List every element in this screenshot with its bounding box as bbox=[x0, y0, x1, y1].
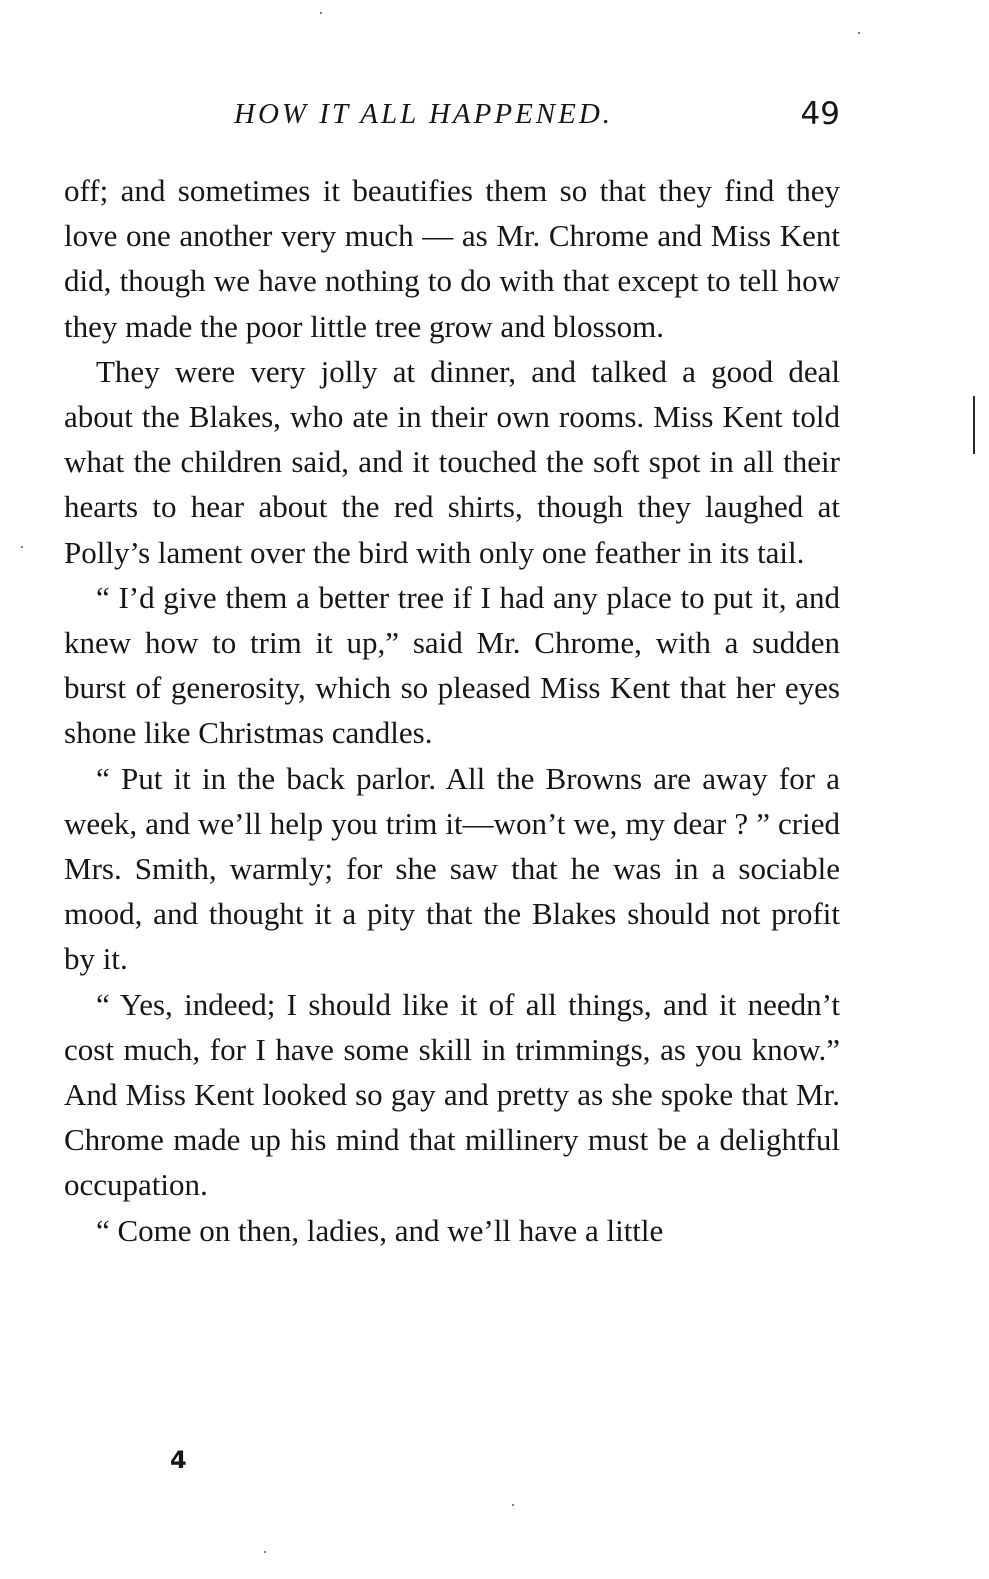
scan-speck bbox=[320, 12, 322, 14]
paragraph: “ I’d give them a better tree if I had any place to put it, and knew how to trim it up,” said Mr. Chrome, with a sudden burst of generosity, which so pleased Miss Kent that her eyes shone like Christmas candles. bbox=[64, 579, 840, 751]
paragraph: “ Come on then, ladies, and we’ll have a little bbox=[96, 1212, 664, 1248]
scan-speck bbox=[264, 1551, 266, 1553]
running-head bbox=[64, 92, 840, 136]
paragraph: They were very jolly at dinner, and talked a good deal about the Blakes, who ate in their own rooms. Miss Kent told what the children said, and it touched the soft spot in all their hearts to hear about the red shirts, though they laughed at Polly’s lament over the bird with only one feather in its tail. bbox=[64, 353, 840, 570]
signature-mark: 4 bbox=[170, 1446, 187, 1474]
running-title: HOW IT ALL HAPPENED. bbox=[234, 98, 614, 130]
scan-speck bbox=[512, 1504, 514, 1506]
scan-speck bbox=[858, 32, 860, 34]
margin-rule bbox=[973, 396, 975, 454]
paragraph-continued: off; and sometimes it beautifies them so that they find they love one another very much — as Mr. Chrome and Miss Kent did, though we have nothing to do with that except to tell how they made the poor little tree grow and blossom. bbox=[64, 173, 840, 344]
page-number: 49 bbox=[800, 96, 840, 132]
scan-speck bbox=[21, 546, 23, 548]
body-text bbox=[64, 168, 840, 1253]
paragraph: “ Put it in the back parlor. All the Browns are away for a week, and we’ll help you trim it—won’t we, my dear ? ” cried Mrs. Smith, warmly; for she saw that he was in a sociable mood, and thought it a pity that the Blakes should not profit by it. bbox=[64, 760, 840, 977]
paragraph: “ Yes, indeed; I should like it of all things, and it needn’t cost much, for I have some skill in trimmings, as you know.” And Miss Kent looked so gay and pretty as she spoke that Mr. Chrome made up his mind that millinery must be a delightful occupation. bbox=[64, 986, 840, 1203]
